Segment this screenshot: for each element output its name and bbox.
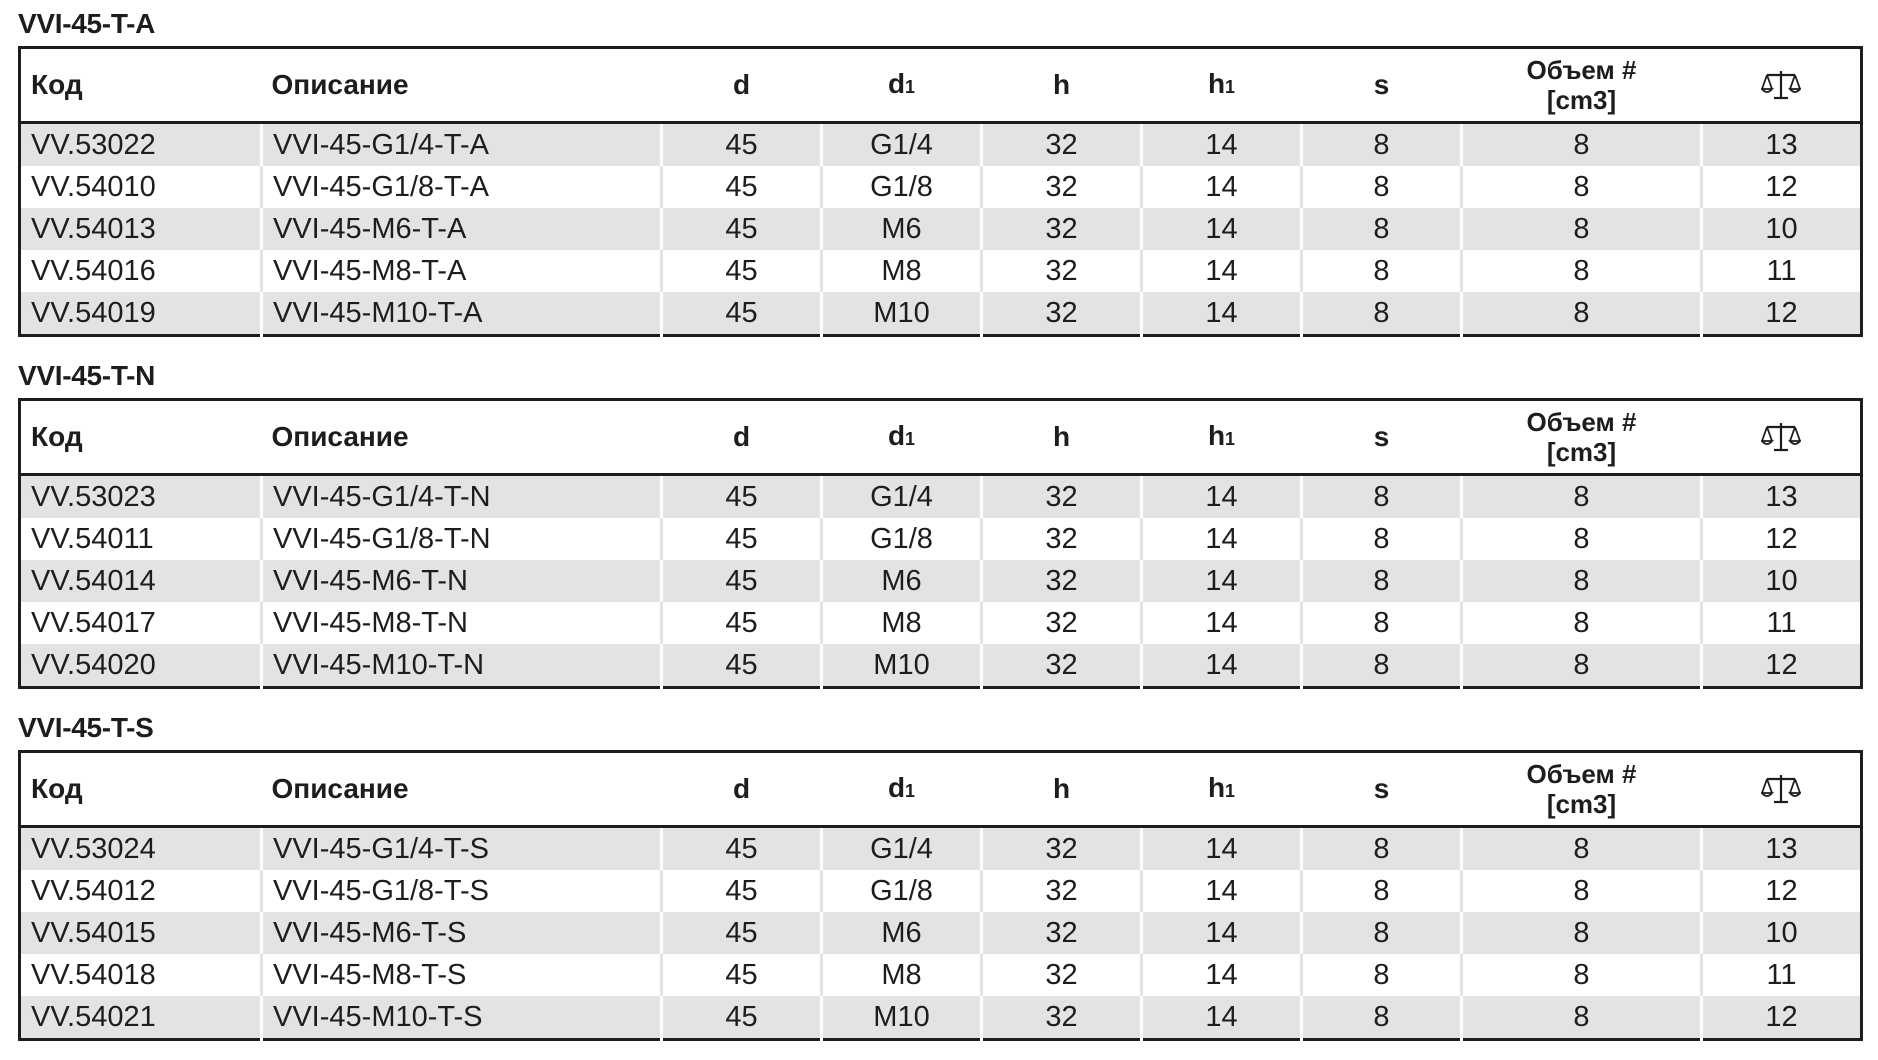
- cell-code: VV.54020: [20, 644, 262, 688]
- cell-h1: 14: [1142, 518, 1302, 560]
- header-description: Описание: [262, 48, 662, 123]
- header-h1: h1: [1142, 48, 1302, 123]
- cell-volume: 8: [1462, 560, 1702, 602]
- cell-weight: 11: [1702, 602, 1862, 644]
- cell-code: VV.53022: [20, 123, 262, 167]
- cell-d1: G1/4: [822, 475, 982, 519]
- scale-icon: [1761, 773, 1801, 805]
- cell-description: VVI-45-M6-T-N: [262, 560, 662, 602]
- cell-d: 45: [662, 250, 822, 292]
- header-d: d: [662, 400, 822, 475]
- cell-s: 8: [1302, 518, 1462, 560]
- header-h1: h1: [1142, 752, 1302, 827]
- cell-s: 8: [1302, 870, 1462, 912]
- cell-d: 45: [662, 954, 822, 996]
- cell-h: 32: [982, 870, 1142, 912]
- cell-d1: G1/8: [822, 518, 982, 560]
- cell-d: 45: [662, 827, 822, 871]
- cell-h: 32: [982, 123, 1142, 167]
- cell-h: 32: [982, 602, 1142, 644]
- cell-weight: 12: [1702, 166, 1862, 208]
- cell-code: VV.53023: [20, 475, 262, 519]
- cell-d1: G1/8: [822, 870, 982, 912]
- header-code: Код: [20, 48, 262, 123]
- table-row: [20, 475, 1862, 519]
- cell-h1: 14: [1142, 560, 1302, 602]
- cell-h1: 14: [1142, 644, 1302, 688]
- cell-d1: M6: [822, 912, 982, 954]
- cell-d1: M6: [822, 560, 982, 602]
- section-title: VVI-45-T-A: [18, 8, 156, 39]
- cell-d: 45: [662, 166, 822, 208]
- cell-weight: 12: [1702, 518, 1862, 560]
- cell-description: VVI-45-G1/4-T-S: [262, 827, 662, 871]
- cell-volume: 8: [1462, 250, 1702, 292]
- cell-d1: G1/8: [822, 166, 982, 208]
- cell-weight: 13: [1702, 827, 1862, 871]
- cell-s: 8: [1302, 644, 1462, 688]
- section-vvi-45-t-s: [18, 712, 1860, 1041]
- header-volume: Объем # [cm3]: [1462, 48, 1702, 123]
- cell-h: 32: [982, 560, 1142, 602]
- cell-volume: 8: [1462, 912, 1702, 954]
- cell-h: 32: [982, 996, 1142, 1040]
- cell-d: 45: [662, 560, 822, 602]
- scale-icon: [1761, 69, 1801, 101]
- cell-code: VV.54012: [20, 870, 262, 912]
- cell-weight: 10: [1702, 912, 1862, 954]
- cell-weight: 12: [1702, 644, 1862, 688]
- header-d: d: [662, 48, 822, 123]
- cell-description: VVI-45-M8-T-S: [262, 954, 662, 996]
- cell-volume: 8: [1462, 602, 1702, 644]
- cell-weight: 12: [1702, 292, 1862, 336]
- cell-s: 8: [1302, 602, 1462, 644]
- cell-d: 45: [662, 996, 822, 1040]
- section-title: VVI-45-T-S: [18, 712, 154, 743]
- header-description: Описание: [262, 752, 662, 827]
- cell-h1: 14: [1142, 827, 1302, 871]
- cell-d: 45: [662, 475, 822, 519]
- cell-code: VV.54013: [20, 208, 262, 250]
- cell-h1: 14: [1142, 602, 1302, 644]
- scale-icon: [1761, 421, 1801, 453]
- cell-volume: 8: [1462, 954, 1702, 996]
- spec-table: [18, 750, 1863, 1041]
- cell-description: VVI-45-G1/8-T-S: [262, 870, 662, 912]
- table-row: [20, 250, 1862, 292]
- header-volume: Объем # [cm3]: [1462, 400, 1702, 475]
- cell-h: 32: [982, 518, 1142, 560]
- header-h: h: [982, 48, 1142, 123]
- header-d1: d1: [822, 400, 982, 475]
- header-weight: [1702, 400, 1862, 475]
- header-h: h: [982, 752, 1142, 827]
- header-weight: [1702, 48, 1862, 123]
- cell-weight: 11: [1702, 954, 1862, 996]
- section-title: VVI-45-T-N: [18, 360, 156, 391]
- header-d: d: [662, 752, 822, 827]
- header-h: h: [982, 400, 1142, 475]
- header-row: [20, 48, 1862, 123]
- cell-volume: 8: [1462, 644, 1702, 688]
- cell-s: 8: [1302, 954, 1462, 996]
- cell-d1: M10: [822, 292, 982, 336]
- header-d1: d1: [822, 752, 982, 827]
- cell-code: VV.54016: [20, 250, 262, 292]
- header-code: Код: [20, 752, 262, 827]
- cell-d: 45: [662, 518, 822, 560]
- cell-s: 8: [1302, 996, 1462, 1040]
- cell-d1: M8: [822, 954, 982, 996]
- cell-d1: G1/4: [822, 827, 982, 871]
- cell-code: VV.54010: [20, 166, 262, 208]
- table-row: [20, 602, 1862, 644]
- cell-description: VVI-45-M8-T-N: [262, 602, 662, 644]
- cell-weight: 11: [1702, 250, 1862, 292]
- spec-table: [18, 398, 1863, 689]
- table-row: [20, 870, 1862, 912]
- cell-s: 8: [1302, 827, 1462, 871]
- cell-d1: M10: [822, 644, 982, 688]
- cell-volume: 8: [1462, 870, 1702, 912]
- cell-volume: 8: [1462, 292, 1702, 336]
- cell-code: VV.54018: [20, 954, 262, 996]
- table-row: [20, 560, 1862, 602]
- header-row: [20, 400, 1862, 475]
- cell-code: VV.54011: [20, 518, 262, 560]
- header-description: Описание: [262, 400, 662, 475]
- cell-d: 45: [662, 870, 822, 912]
- table-row: [20, 827, 1862, 871]
- table-row: [20, 518, 1862, 560]
- header-s: s: [1302, 752, 1462, 827]
- cell-h1: 14: [1142, 954, 1302, 996]
- cell-d1: M8: [822, 602, 982, 644]
- header-volume: Объем # [cm3]: [1462, 752, 1702, 827]
- table-row: [20, 954, 1862, 996]
- cell-volume: 8: [1462, 827, 1702, 871]
- cell-description: VVI-45-M10-T-A: [262, 292, 662, 336]
- cell-description: VVI-45-G1/8-T-N: [262, 518, 662, 560]
- cell-volume: 8: [1462, 475, 1702, 519]
- cell-code: VV.54021: [20, 996, 262, 1040]
- cell-h1: 14: [1142, 166, 1302, 208]
- cell-d: 45: [662, 123, 822, 167]
- cell-d: 45: [662, 208, 822, 250]
- cell-d1: M10: [822, 996, 982, 1040]
- table-row: [20, 166, 1862, 208]
- cell-code: VV.53024: [20, 827, 262, 871]
- table-row: [20, 912, 1862, 954]
- section-vvi-45-t-a: [18, 8, 1860, 337]
- header-row: [20, 752, 1862, 827]
- cell-s: 8: [1302, 166, 1462, 208]
- cell-description: VVI-45-M6-T-A: [262, 208, 662, 250]
- cell-s: 8: [1302, 208, 1462, 250]
- table-row: [20, 292, 1862, 336]
- cell-description: VVI-45-G1/8-T-A: [262, 166, 662, 208]
- table-row: [20, 996, 1862, 1040]
- cell-code: VV.54019: [20, 292, 262, 336]
- table-row: [20, 644, 1862, 688]
- cell-h: 32: [982, 475, 1142, 519]
- cell-d1: M8: [822, 250, 982, 292]
- cell-h1: 14: [1142, 123, 1302, 167]
- header-d1: d1: [822, 48, 982, 123]
- cell-d: 45: [662, 292, 822, 336]
- cell-h1: 14: [1142, 912, 1302, 954]
- cell-s: 8: [1302, 475, 1462, 519]
- cell-h: 32: [982, 827, 1142, 871]
- cell-weight: 10: [1702, 560, 1862, 602]
- header-s: s: [1302, 48, 1462, 123]
- table-row: [20, 123, 1862, 167]
- cell-d: 45: [662, 602, 822, 644]
- spec-table: [18, 46, 1863, 337]
- cell-h: 32: [982, 166, 1142, 208]
- cell-h: 32: [982, 208, 1142, 250]
- cell-s: 8: [1302, 560, 1462, 602]
- header-weight: [1702, 752, 1862, 827]
- cell-h: 32: [982, 644, 1142, 688]
- cell-h1: 14: [1142, 292, 1302, 336]
- header-h1: h1: [1142, 400, 1302, 475]
- cell-d1: M6: [822, 208, 982, 250]
- cell-weight: 13: [1702, 123, 1862, 167]
- header-code: Код: [20, 400, 262, 475]
- cell-description: VVI-45-M8-T-A: [262, 250, 662, 292]
- cell-s: 8: [1302, 292, 1462, 336]
- cell-h1: 14: [1142, 250, 1302, 292]
- cell-h1: 14: [1142, 870, 1302, 912]
- cell-description: VVI-45-M10-T-S: [262, 996, 662, 1040]
- cell-volume: 8: [1462, 166, 1702, 208]
- cell-d1: G1/4: [822, 123, 982, 167]
- cell-description: VVI-45-G1/4-T-N: [262, 475, 662, 519]
- header-s: s: [1302, 400, 1462, 475]
- cell-code: VV.54014: [20, 560, 262, 602]
- cell-h: 32: [982, 292, 1142, 336]
- cell-s: 8: [1302, 912, 1462, 954]
- cell-description: VVI-45-M6-T-S: [262, 912, 662, 954]
- cell-h1: 14: [1142, 475, 1302, 519]
- section-vvi-45-t-n: [18, 360, 1860, 689]
- cell-description: VVI-45-M10-T-N: [262, 644, 662, 688]
- cell-weight: 13: [1702, 475, 1862, 519]
- cell-code: VV.54015: [20, 912, 262, 954]
- cell-s: 8: [1302, 250, 1462, 292]
- cell-volume: 8: [1462, 518, 1702, 560]
- cell-weight: 12: [1702, 870, 1862, 912]
- cell-h: 32: [982, 250, 1142, 292]
- cell-h1: 14: [1142, 208, 1302, 250]
- cell-description: VVI-45-G1/4-T-A: [262, 123, 662, 167]
- cell-volume: 8: [1462, 996, 1702, 1040]
- cell-volume: 8: [1462, 123, 1702, 167]
- cell-code: VV.54017: [20, 602, 262, 644]
- cell-weight: 10: [1702, 208, 1862, 250]
- cell-volume: 8: [1462, 208, 1702, 250]
- cell-h: 32: [982, 912, 1142, 954]
- cell-d: 45: [662, 644, 822, 688]
- cell-d: 45: [662, 912, 822, 954]
- cell-s: 8: [1302, 123, 1462, 167]
- cell-weight: 12: [1702, 996, 1862, 1040]
- table-row: [20, 208, 1862, 250]
- cell-h1: 14: [1142, 996, 1302, 1040]
- cell-h: 32: [982, 954, 1142, 996]
